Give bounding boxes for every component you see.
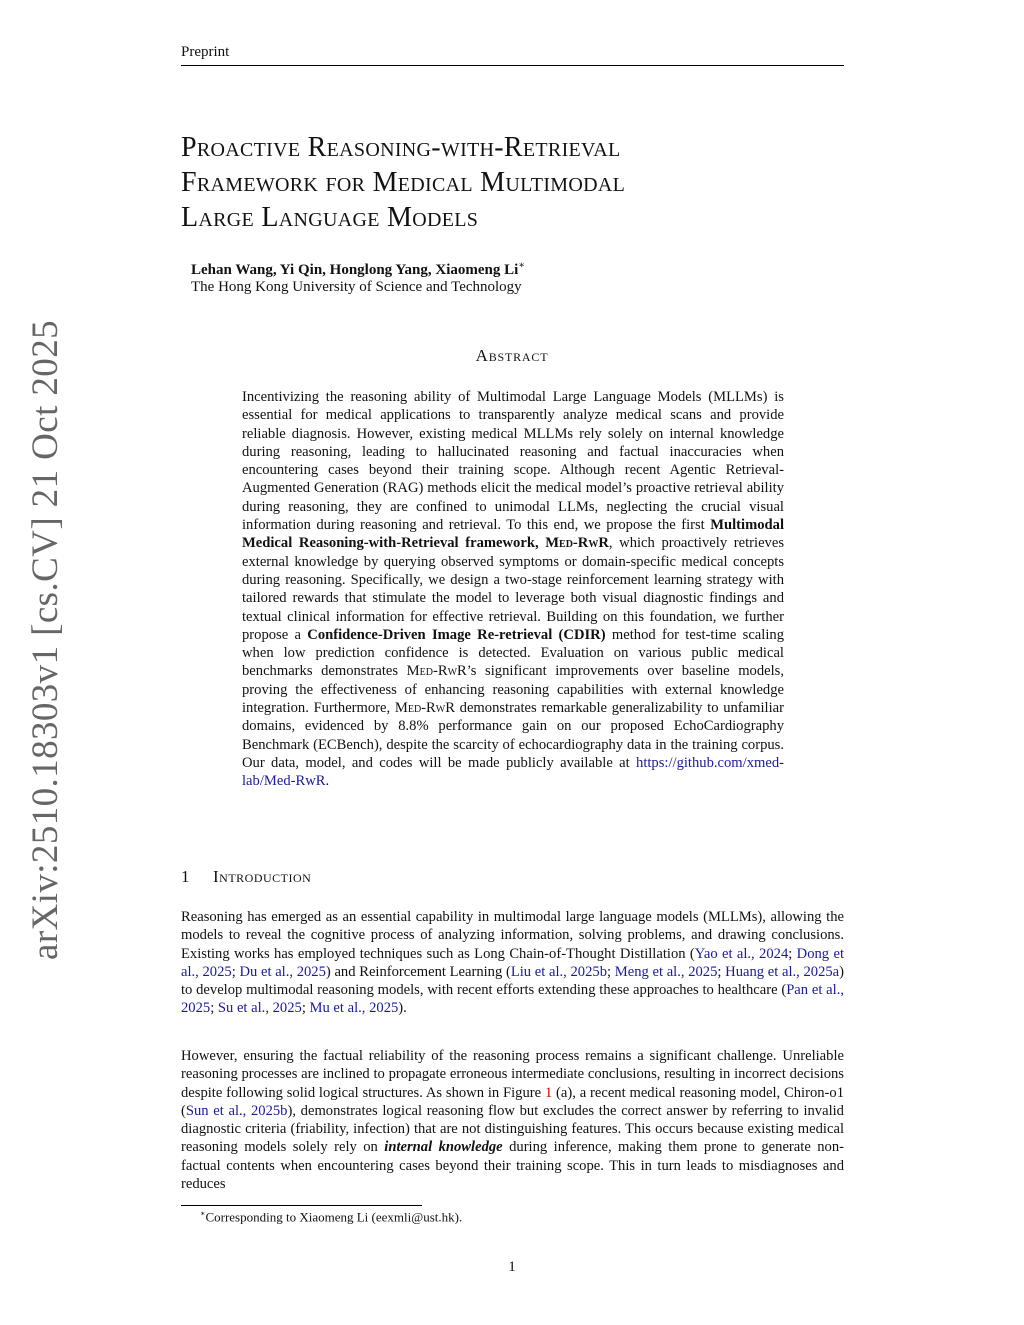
footnote-rule <box>181 1205 422 1206</box>
title-line-3: Large Language Models <box>181 202 479 233</box>
author-list <box>191 260 525 279</box>
paper-title <box>181 130 844 235</box>
title-line-2: Framework for Medical Multimodal <box>181 167 626 198</box>
citation-link[interactable]: Meng et al., 2025 <box>614 963 718 980</box>
affiliation: The Hong Kong University of Science and Technology <box>191 279 522 295</box>
footnote-text: Corresponding to Xiaomeng Li (eexmli@ust.hk). <box>205 1209 463 1225</box>
title-line-1: Proactive Reasoning-with-Retrieval <box>181 132 621 163</box>
paragraph-text: (a), a recent medical reasoning model, Chiron-o1 ( <box>181 1084 844 1119</box>
section-number: 1 <box>181 867 190 886</box>
intro-paragraph-2 <box>181 1047 844 1193</box>
abstract-heading: Abstract <box>475 346 549 365</box>
footnote <box>200 1209 462 1225</box>
paragraph-text: ) and Reinforcement Learning ( <box>325 963 511 980</box>
author-footnote-mark: ∗ <box>518 260 526 271</box>
citation-link[interactable]: Sun et al., 2025b <box>185 1102 288 1119</box>
paragraph-text: Reasoning has emerged as an essential capability in multimodal large language models (MLLMs), allowing the models to reveal the cognitive process of analyzing information, solving problems, and drawing conclusions. Existing works has employed techniques such as Long Chain-of-Thought Distillation ( <box>181 909 844 962</box>
citation-link[interactable]: Pan et al., 2025 <box>181 982 844 1017</box>
intro-paragraph-1 <box>181 908 844 1018</box>
abstract-body <box>242 388 784 791</box>
separator: ; <box>231 963 240 980</box>
separator: ; <box>210 1000 218 1017</box>
separator: ; <box>301 1000 310 1017</box>
citation-link[interactable]: Su et al., 2025 <box>217 1000 302 1017</box>
emphasis-internal-knowledge: internal knowledge <box>384 1139 503 1156</box>
citation-link[interactable]: Liu et al., 2025b <box>510 963 607 980</box>
abstract-text-2: , which proactively retrieves external knowledge by querying observed symptoms or domain-specific medical concepts during reasoning. Specifically, we design a two-stage reinforcement learning strategy with tailored rewards that stimulate the model to leverage both visual diagnostic findings and textual clinical information for effective retrieval. Building on this foundation, we further propose a <box>242 535 784 643</box>
paragraph-text: However, ensuring the factual reliability of the reasoning process remains a significant challenge. Unreliable reasoning processes are inclined to propagate erroneous intermediate conclusions, resulting in incorrect decisions despite following solid logical structures. As shown in Figure <box>181 1048 844 1101</box>
abstract-bold-cdir: Confidence-Driven Image Re-retrieval (CDIR) <box>307 626 606 643</box>
paragraph-text: during inference, making them prone to generate non-factual contents when encountering cases beyond their training scope. This in turn leads to misdiagnoses and reduces <box>181 1139 845 1193</box>
citation-link[interactable]: Du et al., 2025 <box>239 963 326 980</box>
footnote-mark: ∗ <box>200 1209 206 1218</box>
figure-ref-link[interactable]: 1 <box>544 1084 553 1101</box>
paragraph-text: ). <box>398 1000 407 1017</box>
abstract-text-1: Incentivizing the reasoning ability of Multimodal Large Language Models (MLLMs) is essential for medical applications to transparently analyze medical scans and provide reliable diagnosis. However, existing medical MLLMs rely solely on internal knowledge during reasoning, leading to hallucinated reasoning and factual inaccuracies when encountering cases beyond their training scope. Although recent Agentic Retrieval-Augmented Generation (RAG) methods elicit the medical model’s proactive retrieval ability during reasoning, they are confined to unimodal LLMs, neglecting the crucial visual information during reasoning and retrieval. To this end, we propose the first <box>242 389 784 534</box>
citation-link[interactable]: Yao et al., 2024 <box>694 945 789 962</box>
header-rule <box>181 65 844 66</box>
separator: ; <box>717 963 726 980</box>
abstract-text-5: demonstrates remarkable generalizability to unfamiliar domains, evidenced by 8.8% performance gain on our proposed EchoCardiography Benchmark (ECBench), despite the scarcity of echocardiography data in the training corpus. Our data, model, and codes will be made publicly available at <box>242 700 784 771</box>
github-link[interactable]: https://github.com/xmed-lab/Med-RwR <box>242 754 784 790</box>
abstract-bold-framework: Multimodal Medical Reasoning-with-Retrieval framework, <box>242 517 784 552</box>
citation-link[interactable]: Huang et al., 2025a <box>725 963 840 980</box>
separator: ; <box>788 945 797 962</box>
method-name: Med-RwR <box>394 700 455 717</box>
method-name: Med-RwR <box>406 663 467 680</box>
abstract-text-6: . <box>325 773 330 790</box>
abstract-text-3: method for test-time scaling when low prediction confidence is detected. Evaluation on various public medical benchmarks demonstrates <box>242 626 784 680</box>
page-number: 1 <box>508 1259 516 1275</box>
section-title: Introduction <box>213 867 312 886</box>
paragraph-text: ), demonstrates logical reasoning flow but excludes the correct answer by referring to invalid diagnostic criteria (friability, infection) that are not distinguishing features. This occurs because existing medical reasoning models solely rely on <box>181 1102 844 1156</box>
author-names: Lehan Wang, Yi Qin, Honglong Yang, Xiaomeng Li <box>191 262 519 278</box>
abstract-text-4: ’s significant improvements over baseline models, proving the effectiveness of enhancing reasoning capabilities with external knowledge integration. Furthermore, <box>242 663 785 717</box>
method-name: Med-RwR <box>545 535 609 552</box>
citation-link[interactable]: Dong et al., 2025 <box>181 945 844 980</box>
separator: ; <box>607 963 615 980</box>
arxiv-watermark: arXiv:2510.18303v1 [cs.CV] 21 Oct 2025 <box>25 319 66 960</box>
running-header: Preprint <box>181 44 230 60</box>
paragraph-text: ) to develop multimodal reasoning models, with recent efforts extending these approaches to healthcare ( <box>181 963 845 999</box>
citation-link[interactable]: Mu et al., 2025 <box>309 1000 399 1017</box>
section-heading <box>181 867 311 887</box>
